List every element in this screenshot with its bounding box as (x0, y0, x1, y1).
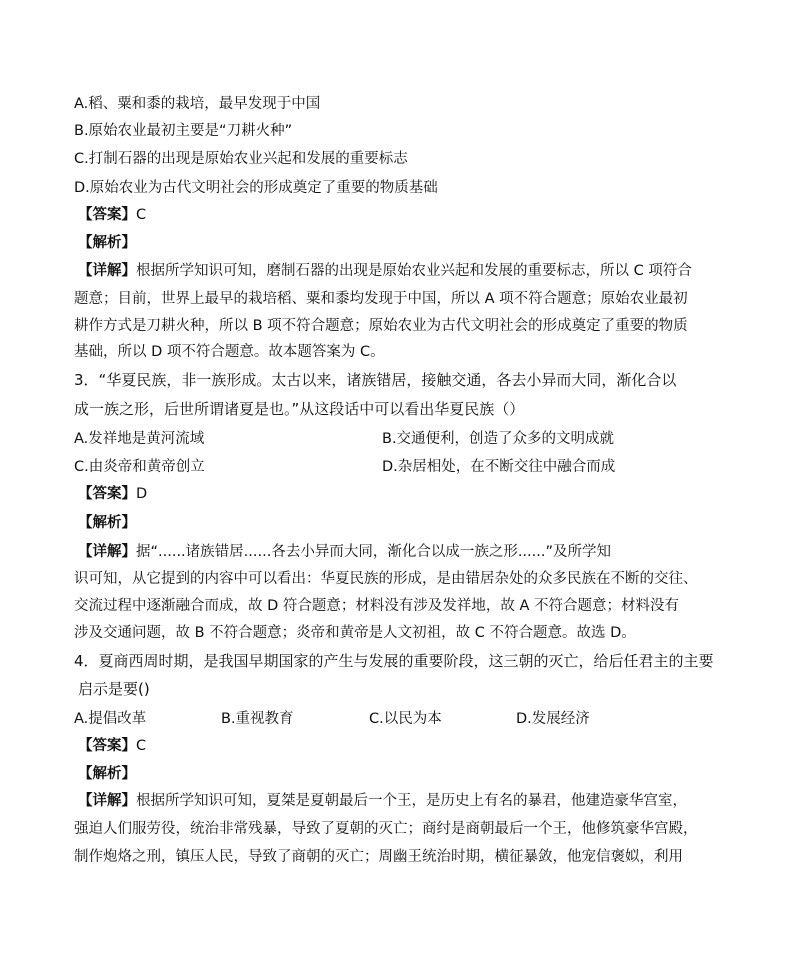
q2-option-b: B.原始农业最初主要是“刀耕火种” (74, 123, 293, 139)
q3-stem-line-1: 3．“华夏民族，非一族形成。太古以来，诸族错居，接触交通，各去小异而大同，渐化合以 (74, 371, 677, 389)
q3-answer (78, 484, 147, 504)
q3-option-a: A.发祥地是黄河流域 (74, 431, 205, 447)
q4-stem-line-2: 启示是要() (78, 680, 150, 698)
analysis-label: 【解析】 (78, 515, 136, 531)
analysis-label: 【解析】 (78, 766, 136, 782)
q3-option-d: D.杂居相处，在不断交往中融合而成 (382, 459, 616, 475)
q3-stem-line-2: 成一族之形，后世所谓诸夏是也。”从这段话中可以看出华夏民族（） (74, 400, 525, 418)
q2-option-d: D.原始农业为古代文明社会的形成奠定了重要的物质基础 (74, 180, 438, 196)
q4-detail-line-3: 制作炮烙之刑，镇压人民，导致了商朝的灭亡；周幽王统治时期，横征暴敛，他宠信褒姒，利用 (74, 849, 683, 865)
answer-label: 【答案】 (78, 486, 136, 502)
detail-label: 【详解】 (78, 544, 136, 560)
q3-option-b: B.交通便利，创造了众多的文明成就 (382, 431, 615, 447)
q4-analysis-label (78, 764, 136, 784)
q2-option-a: A.稻、粟和黍的栽培，最早发现于中国 (74, 96, 321, 112)
q2-detail-line-3: 耕作方式是刀耕火种，所以 B 项不符合题意；原始农业为古代文明社会的形成奠定了重要的物质 (74, 318, 688, 334)
answer-label: 【答案】 (78, 207, 136, 223)
q3-detail-line-2: 识可知，从它提到的内容中可以看出：华夏民族的形成，是由错居杂处的众多民族在不断的交往、 (74, 571, 698, 587)
q2-detail-line-1 (78, 261, 692, 281)
q4-option-d: D.发展经济 (516, 711, 590, 727)
detail-text: 根据所学知识可知，磨制石器的出现是原始农业兴起和发展的重要标志，所以 C 项符合 (136, 263, 692, 279)
q3-detail-line-4: 涉及交通问题，故 B 不符合题意；炎帝和黄帝是人文初祖，故 C 不符合题意。故选 D。 (74, 625, 636, 641)
q2-answer (78, 205, 146, 225)
q4-answer (78, 736, 146, 756)
analysis-label: 【解析】 (78, 235, 136, 251)
q3-option-c: C.由炎帝和黄帝创立 (74, 459, 205, 475)
answer-label: 【答案】 (78, 738, 136, 754)
detail-label: 【详解】 (78, 263, 136, 279)
detail-label: 【详解】 (78, 793, 136, 809)
q2-analysis-label (78, 233, 136, 253)
q4-option-c: C.以民为本 (369, 711, 442, 727)
q2-detail-line-2: 题意；目前，世界上最早的栽培稻、粟和黍均发现于中国，所以 A 项不符合题意；原始农业最初 (74, 291, 688, 307)
q4-detail-line-2: 强迫人们服劳役，统治非常残暴，导致了夏朝的灭亡；商纣是商朝最后一个王，他修筑豪华宫殿， (74, 821, 698, 837)
answer-value: C (136, 207, 147, 223)
q3-detail-line-3: 交流过程中逐渐融合而成，故 D 符合题意；材料没有涉及发祥地，故 A 不符合题意；材料没有 (74, 598, 680, 614)
q3-detail-line-1 (78, 542, 611, 562)
q4-stem-line-1: 4．夏商西周时期，是我国早期国家的产生与发展的重要阶段，这三朝的灭亡，给后任君主的主要 (74, 652, 714, 670)
q3-analysis-label (78, 513, 136, 533)
detail-text: 据“......诸族错居......各去小异而大同，渐化合以成一族之形......”及所学知 (136, 544, 611, 560)
q4-option-a: A.提倡改革 (74, 711, 147, 727)
answer-value: C (136, 738, 147, 754)
detail-text: 根据所学知识可知，夏桀是夏朝最后一个王，是历史上有名的暴君，他建造豪华宫室， (136, 793, 687, 809)
q2-option-c: C.打制石器的出现是原始农业兴起和发展的重要标志 (74, 151, 408, 167)
q4-detail-line-1 (78, 791, 687, 811)
q4-option-b: B.重视教育 (221, 711, 294, 727)
q2-detail-line-4: 基础，所以 D 项不符合题意。故本题答案为 C。 (74, 344, 385, 360)
answer-value: D (136, 486, 148, 502)
